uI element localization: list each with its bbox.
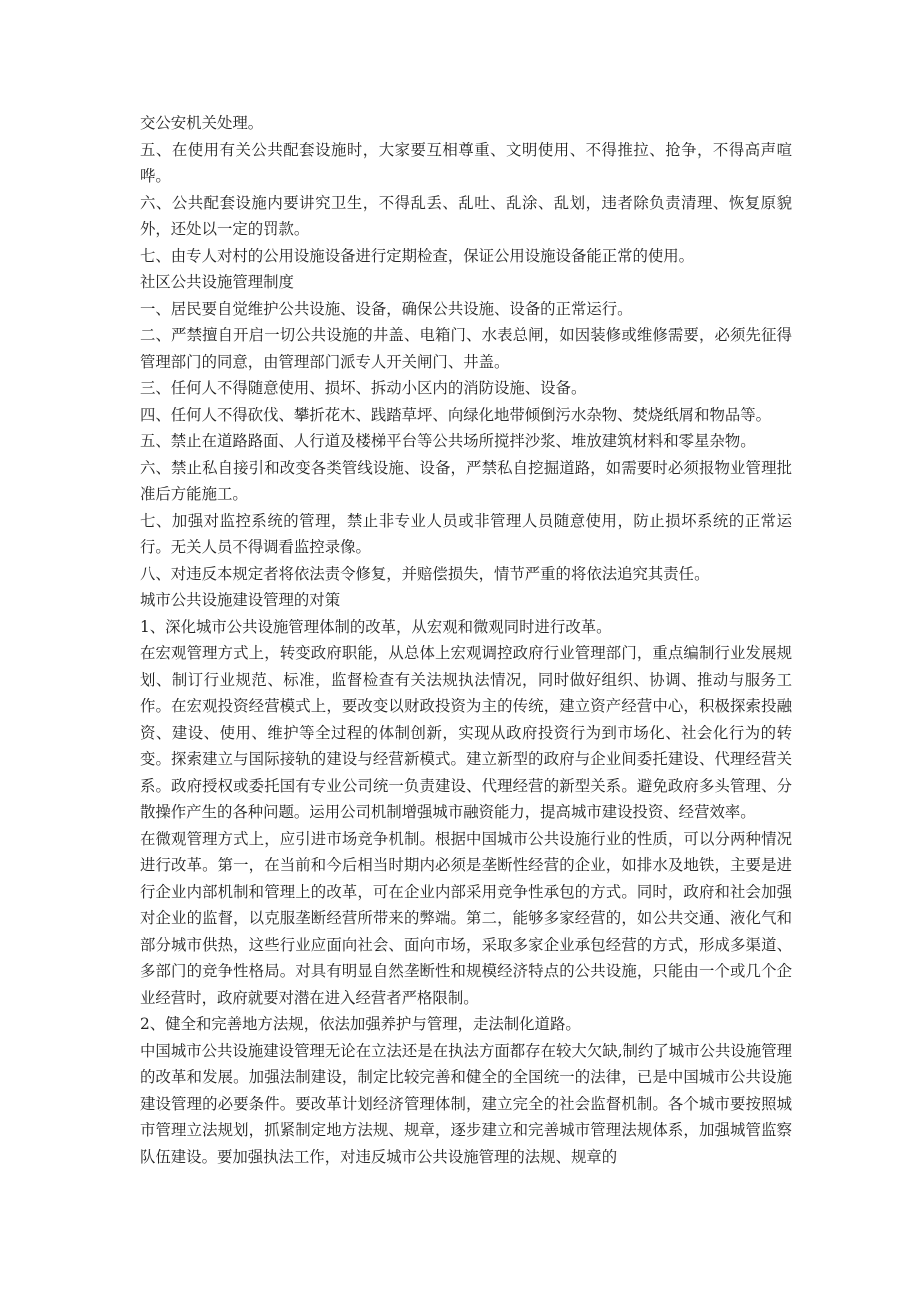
paragraph-community-rule-3: 三、任何人不得随意使用、损坏、拆动小区内的消防设施、设备。 <box>140 379 587 397</box>
paragraph-rule-5: 五、在使用有关公共配套设施时，大家要互相尊重、文明使用、不得推拉、抢争，不得高声喧哗。 <box>140 140 792 185</box>
paragraph-community-rule-1: 一、居民要自觉维护公共设施、设备，确保公共设施、设备的正常运行。 <box>140 299 633 318</box>
document-body <box>140 110 792 1170</box>
paragraph-community-rule-6: 六、禁止私自接引和改变各类管线设施、设备，严禁私自挖掘道路，如需要时必须报物业管理批准后方能施工。 <box>140 458 792 503</box>
section-heading-city-facilities: 城市公共设施建设管理的对策 <box>140 591 341 609</box>
paragraph-community-rule-7: 七、加强对监控系统的管理，禁止非专业人员或非管理人员随意使用，防止损坏系统的正常运行。无关人员不得调看监控录像。 <box>140 511 792 556</box>
paragraph-micro-management: 在微观管理方式上，应引进市场竞争机制。根据中国城市公共设施行业的性质，可以分两种情况进行改革。第一，在当前和今后相当时期内必须是垄断性经营的企业，如排水及地铁，主要是进行企业内部机制和管理上的改革，可在企业内部采用竞争性承包的方式。同时，政府和社会加强对企业的监督，以克服垄断经营所带来的弊端。第二，能够多家经营的，如公共交通、液化气和部分城市供热，这些行业应面向社会、面向市场，采取多家企业承包经营的方式，形成多渠道、多部门的竞争性格局。对具有明显自然垄断性和规模经济特点的公共设施，只能由一个或几个企业经营时，政府就要对潜在进入经营者严格限制。 <box>140 829 792 1007</box>
paragraph-community-rule-5: 五、禁止在道路路面、人行道及楼梯平台等公共场所搅拌沙浆、堆放建筑材料和零星杂物。 <box>140 432 756 450</box>
paragraph-measure-1: 1、深化城市公共设施管理体制的改革，从宏观和微观同时进行改革。 <box>140 617 612 636</box>
paragraph-continuation: 交公安机关处理。 <box>140 114 264 132</box>
paragraph-community-rule-4: 四、任何人不得砍伐、攀折花木、践踏草坪、向绿化地带倾倒污水杂物、焚烧纸屑和物品等。 <box>140 405 772 424</box>
paragraph-legal-system: 中国城市公共设施建设管理无论在立法还是在执法方面都存在较大欠缺,制约了城市公共设施管理的改革和发展。加强法制建设，制定比较完善和健全的全国统一的法律，已是中国城市公共设施建设管理的必要条件。要改革计划经济管理体制，建立完全的社会监督机制。各个城市要按照城市管理立法规划，抓紧制定地方法规、规章，逐步建立和完善城市管理法规体系，加强城管监察队伍建设。要加强执法工作，对违反城市公共设施管理的法规、规章的 <box>140 1041 792 1166</box>
paragraph-community-rule-2: 二、严禁擅自开启一切公共设施的井盖、电箱门、水表总闸，如因装修或维修需要，必须先征得管理部门的同意，由管理部门派专人开关闸门、井盖。 <box>140 326 792 371</box>
paragraph-rule-7: 七、由专人对村的公用设施设备进行定期检查，保证公用设施设备能正常的使用。 <box>140 246 695 265</box>
paragraph-measure-2: 2、健全和完善地方法规，依法加强养护与管理，走法制化道路。 <box>140 1015 581 1033</box>
section-heading-community-facilities: 社区公共设施管理制度 <box>140 273 294 291</box>
paragraph-rule-6: 六、公共配套设施内要讲究卫生，不得乱丢、乱吐、乱涂、乱划，违者除负责清理、恢复原貌外，还处以一定的罚款。 <box>140 193 792 238</box>
paragraph-macro-management: 在宏观管理方式上，转变政府职能，从总体上宏观调控政府行业管理部门，重点编制行业发展规划、制订行业规范、标准，监督检查有关法规执法情况，同时做好组织、协调、推动与服务工作。在宏观投资经营模式上，要改变以财政投资为主的传统，建立资产经营中心，积极探索投融资、建设、使用、维护等全过程的体制创新，实现从政府投资行为到市场化、社会化行为的转变。探索建立与国际接轨的建设与经营新模式。建立新型的政府与企业间委托建设、代理经营关系。政府授权或委托国有专业公司统一负责建设、代理经营的新型关系。避免政府多头管理、分散操作产生的各种问题。运用公司机制增强城市融资能力，提高城市建设投资、经营效率。 <box>140 644 792 821</box>
paragraph-community-rule-8: 八、对违反本规定者将依法责令修复，并赔偿损失，情节严重的将依法追究其责任。 <box>140 564 710 583</box>
